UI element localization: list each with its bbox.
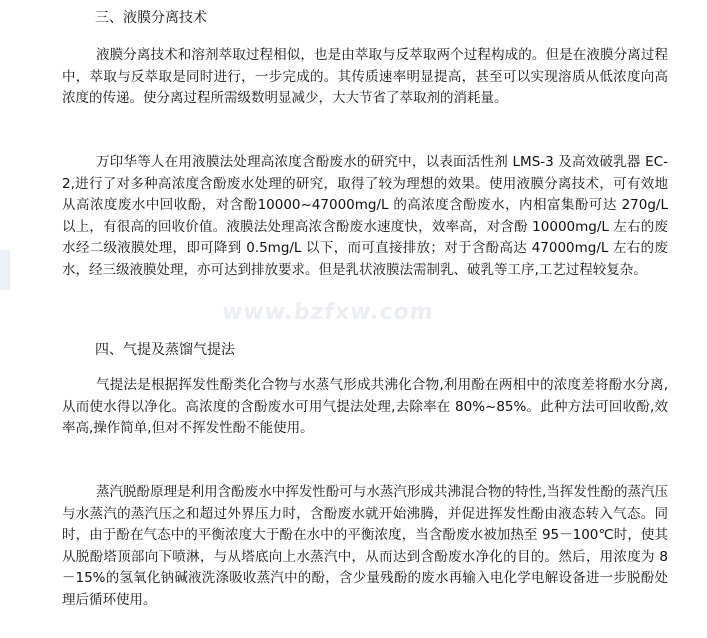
watermark: www.bzfxw.com (220, 300, 435, 325)
section-4-paragraph-2: 蒸汽脱酚原理是利用含酚废水中挥发性酚可与水蒸汽形成共沸混合物的特性,当挥发性酚的蒸汽压与水蒸汽的蒸汽压之和超过外界压力时，含酚废水就开始沸腾，并促进挥发性酚由液态转入气态。同时，由于酚在气态中的平衡浓度大于酚在水中的平衡浓度，当含酚废水被加热至 95－100℃时，使其从脱酚塔顶部向下喷淋，与从塔底向上水蒸汽中，从而达到含酚废水净化的目的。然后，用浓度为 8－15%的氢氧化钠碱液洗涤吸收蒸汽中的酚，含少量残酚的废水再输入电化学电解设备进一步脱酚处理后循环使用。 (62, 484, 668, 608)
section-4-paragraph-1: 气提法是根据挥发性酚类化合物与水蒸气形成共沸化合物,利用酚在两相中的浓度差将酚水分离,从而使水得以净化。高浓度的含酚废水可用气提法处理,去除率在 80%~85%。此种方法可回收酚,效率高,操作简单,但对不挥发性酚不能使用。 (62, 377, 668, 436)
section-3-paragraph-1: 液膜分离技术和溶剂萃取过程相似，也是由萃取与反萃取两个过程构成的。但是在液膜分离过程中，萃取与反萃取是同时进行，一步完成的。其传质速率明显提高，甚至可以实现溶质从低浓度向高浓度的传递。使分离过程所需级数明显减少，大大节省了萃取剂的消耗量。 (62, 47, 668, 106)
section-4-heading: 四、气提及蒸馏气提法 (95, 342, 235, 358)
section-3-paragraph-2: 万印华等人在用液膜法处理高浓度含酚废水的研究中，以表面活性剂 LMS-3 及高效破乳器 EC-2,进行了对多种高浓度含酚废水处理的研究，取得了较为理想的效果。使用液膜分离技术，可有效地从高浓度废水中回收酚，对含酚10000~47000mg/L 的高浓度含酚废水，内相富集酚可达 270g/L 以上，有很高的回收价值。液膜法处理高浓含酚废水速度快，效率高，对含酚 10000mg/L 左右的废水经二级液膜处理，即可降到 0.5mg/L 以下，而可直接排放；对于含酚高达 47000mg/L 左右的废水，经三级液膜处理，亦可达到排放要求。但是乳状液膜法需制乳、破乳等工序,工艺过程较复杂。 (62, 154, 668, 278)
left-edge-mark (0, 250, 10, 290)
section-3-heading: 三、液膜分离技术 (95, 10, 207, 26)
